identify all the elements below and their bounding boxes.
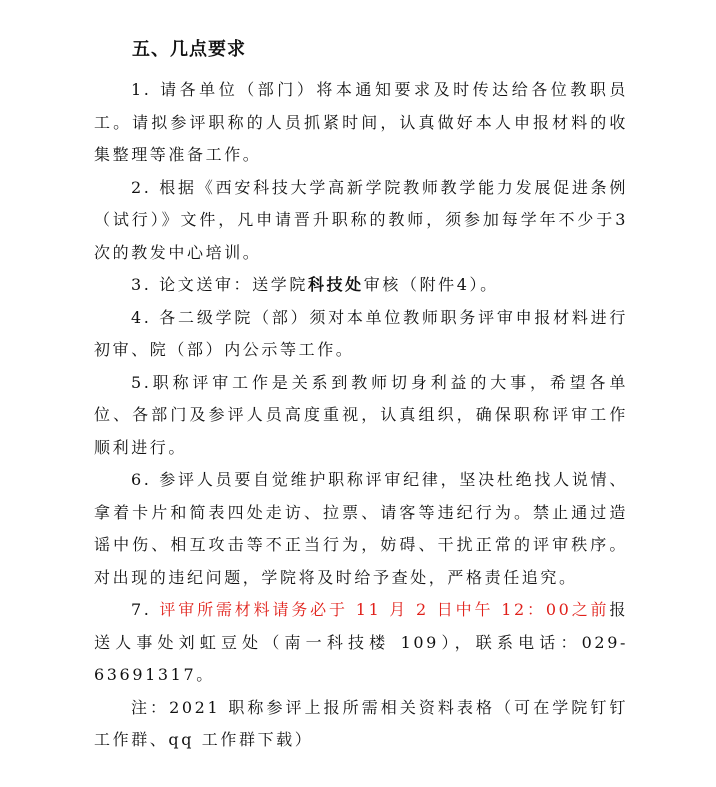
requirement-item-1: 1. 请各单位（部门）将本通知要求及时传达给各位教职员工。请拟参评职称的人员抓紧时间，认真做好本人申报材料的收集整理等准备工作。 — [94, 80, 628, 164]
note-paragraph: 注：2021 职称参评上报所需相关资料表格（可在学院钉钉工作群、qq 工作群下载） — [94, 697, 628, 749]
requirement-item-5: 5.职称评审工作是关系到教师切身利益的大事，希望各单位、各部门及参评人员高度重视，认真组织，确保职称评审工作顺利进行。 — [94, 372, 628, 457]
requirement-item-2: 2. 根据《西安科技大学高新学院教师教学能力发展促进条例（试行）》文件，凡申请晋升职称的教师，须参加每学年不少于3次的教发中心培训。 — [94, 177, 628, 262]
requirement-item-3 — [94, 269, 628, 302]
item-7-suffix: 报送人事处刘虹豆处（南一科技楼 109），联系电话：029-63691317。 — [94, 600, 628, 684]
requirement-item-4: 4. 各二级学院（部）须对本单位教师职务评审申报材料进行初审、院（部）内公示等工作。 — [94, 307, 628, 359]
item-3-suffix: 审核（附件4）。 — [363, 275, 499, 294]
item-7-deadline-highlight: 评审所需材料请务必于 11 月 2 日中午 12：00之前 — [159, 600, 610, 619]
section-heading: 五、几点要求 — [132, 39, 246, 60]
item-3-bold-text: 科技处 — [307, 275, 364, 294]
item-7-prefix: 7. — [131, 600, 160, 619]
requirement-item-7 — [94, 594, 628, 692]
item-3-prefix: 3. 论文送审：送学院 — [131, 275, 308, 294]
requirement-item-6: 6. 参评人员要自觉维护职称评审纪律，坚决杜绝找人说情、拿着卡片和简表四处走访、拉票、请客等违纪行为。禁止通过造谣中伤、相互攻击等不正当行为，妨碍、干扰正常的评审秩序。对出现的违纪问题，学院将及时给予查处，严格责任追究。 — [94, 470, 628, 587]
